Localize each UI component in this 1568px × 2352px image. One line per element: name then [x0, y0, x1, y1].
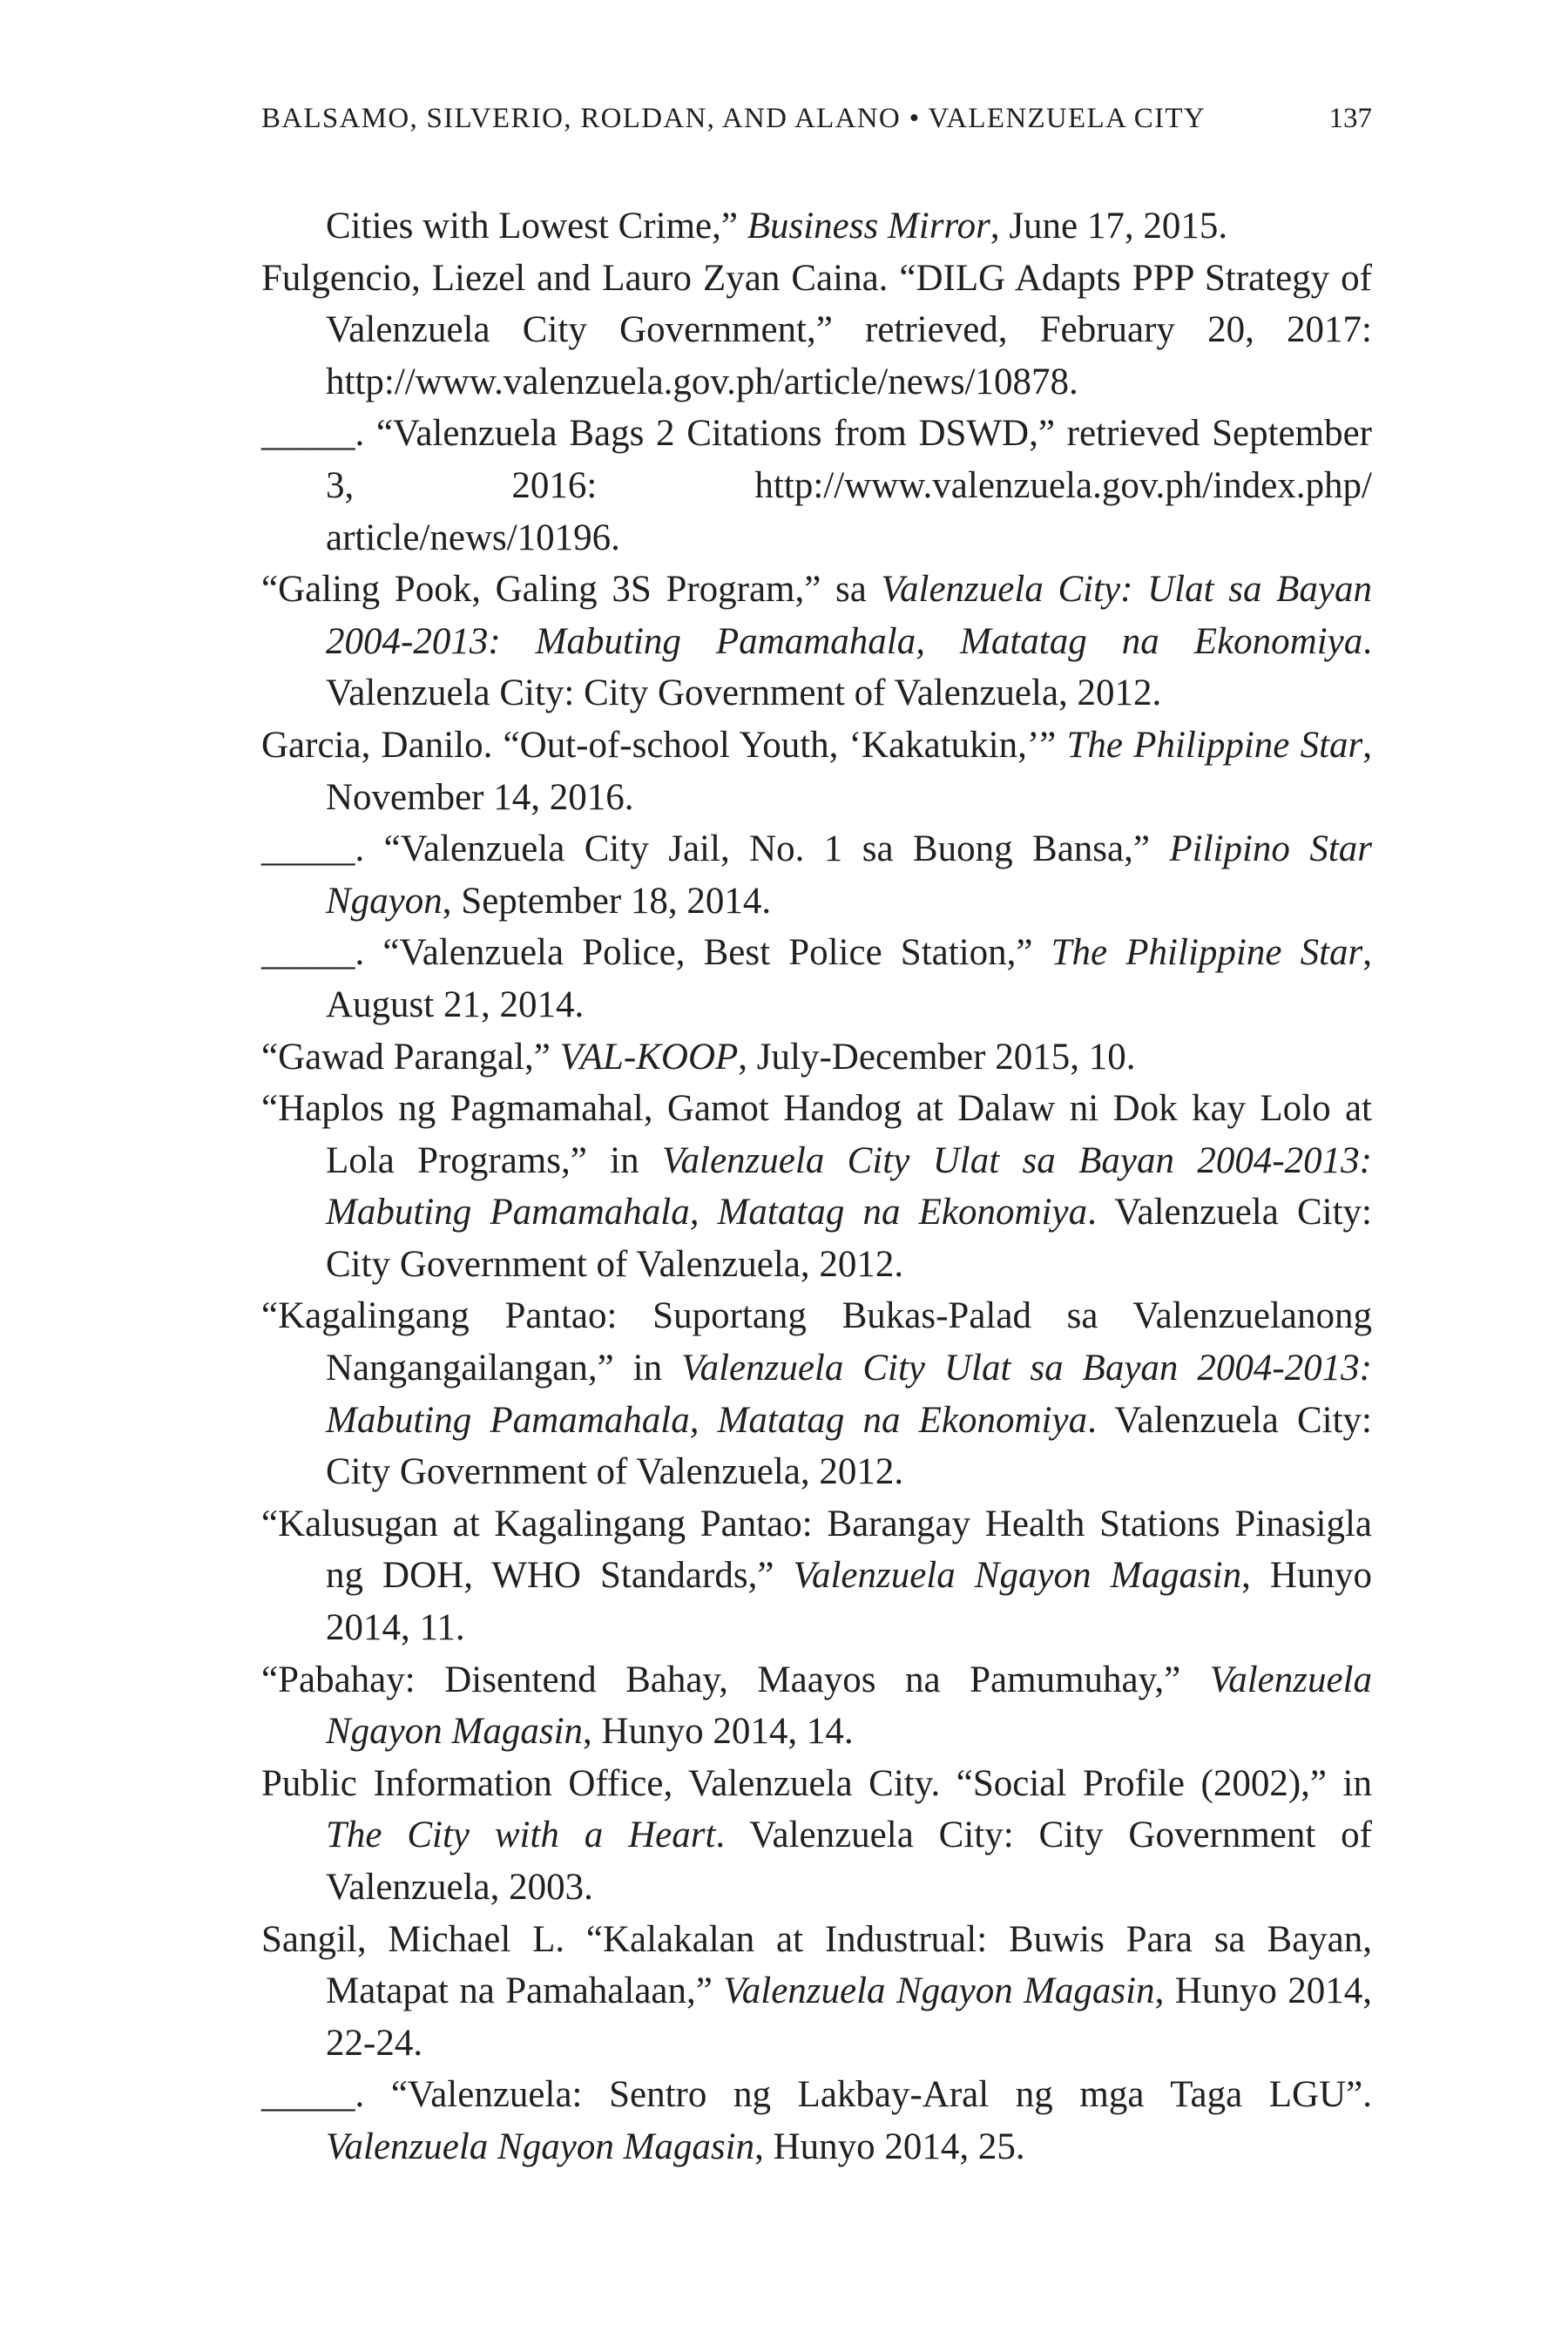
bibliography-entry: Cities with Lowest Crime,” Business Mirror, June 17, 2015.	[326, 206, 1228, 247]
bibliography-entry: “Kagalingang Pantao: Suportang Bukas-Palad sa Valenzuelanong Nangangailangan,” in Valenzuela City Ulat sa Bayan 2004-2013: Mabuting Pamamahala, Matatag na Ekonomiya. Valenzuela City: City Government of Valenzuela, 2012.	[261, 1295, 1372, 1493]
bibliography-entry: “Pabahay: Disentend Bahay, Maayos na Pamumuhay,” Valenzuela Ngayon Magasin, Hunyo 2014, 14.	[261, 1659, 1372, 1753]
bibliography-entry: “Kalusugan at Kagalingang Pantao: Barangay Health Stations Pinasigla ng DOH, WHO Standards,” Valenzuela Ngayon Magasin, Hunyo 2014, 11.	[261, 1503, 1372, 1649]
running-head	[261, 103, 1372, 146]
bibliography-entry: _____. “Valenzuela: Sentro ng Lakbay-Aral ng mga Taga LGU”. Valenzuela Ngayon Magasin, Hunyo 2014, 25.	[261, 2074, 1372, 2167]
page-number: 137	[1328, 103, 1372, 134]
bibliography-entry: “Haplos ng Pagmamahal, Gamot Handog at Dalaw ni Dok kay Lolo at Lola Programs,” in Valenzuela City Ulat sa Bayan 2004-2013: Mabuting Pamamahala, Matatag na Ekonomiya. Valenzuela City: City Government of Valenzuela, 2012.	[261, 1088, 1372, 1285]
bibliography-entry: Fulgencio, Liezel and Lauro Zyan Caina. “DILG Adapts PPP Strategy of Valenzuela City Government,” retrieved, February 20, 2017: http://www.valenzuela.gov.ph/article/news/10878.	[261, 257, 1372, 402]
bibliography-list	[261, 200, 1372, 2173]
bibliography-entry: “Galing Pook, Galing 3S Program,” sa Valenzuela City: Ulat sa Bayan 2004-2013: Mabuting Pamamahala, Matatag na Ekonomiya. Valenzuela City: City Government of Valenzuela, 2012.	[261, 569, 1372, 714]
running-title: BALSAMO, SILVERIO, ROLDAN, AND ALANO • VALENZUELA CITY	[261, 103, 1206, 134]
bibliography-entry: Garcia, Danilo. “Out-of-school Youth, ‘Kakatukin,’” The Philippine Star, November 14, 2016.	[261, 724, 1373, 818]
bibliography-entry: Public Information Office, Valenzuela City. “Social Profile (2002),” in The City with a Heart. Valenzuela City: City Government of Valenzuela, 2003.	[261, 1762, 1372, 1908]
bibliography-entry: “Gawad Parangal,” VAL-KOOP, July-December 2015, 10.	[261, 1036, 1136, 1078]
bibliography-entry: _____. “Valenzuela Police, Best Police Station,” The Philippine Star, August 21, 2014.	[261, 932, 1372, 1025]
bibliography-entry: Sangil, Michael L. “Kalakalan at Industrual: Buwis Para sa Bayan, Matapat na Pamahalaan,” Valenzuela Ngayon Magasin, Hunyo 2014, 22-24.	[261, 1918, 1372, 2064]
bibliography-entry: _____. “Valenzuela Bags 2 Citations from DSWD,” retrieved September 3, 2016: http://www.valenzuela.gov.ph/index.php/ article/news/10196.	[261, 413, 1372, 558]
bibliography-entry: _____. “Valenzuela City Jail, No. 1 sa Buong Bansa,” Pilipino Star Ngayon, September 18, 2014.	[261, 828, 1372, 922]
